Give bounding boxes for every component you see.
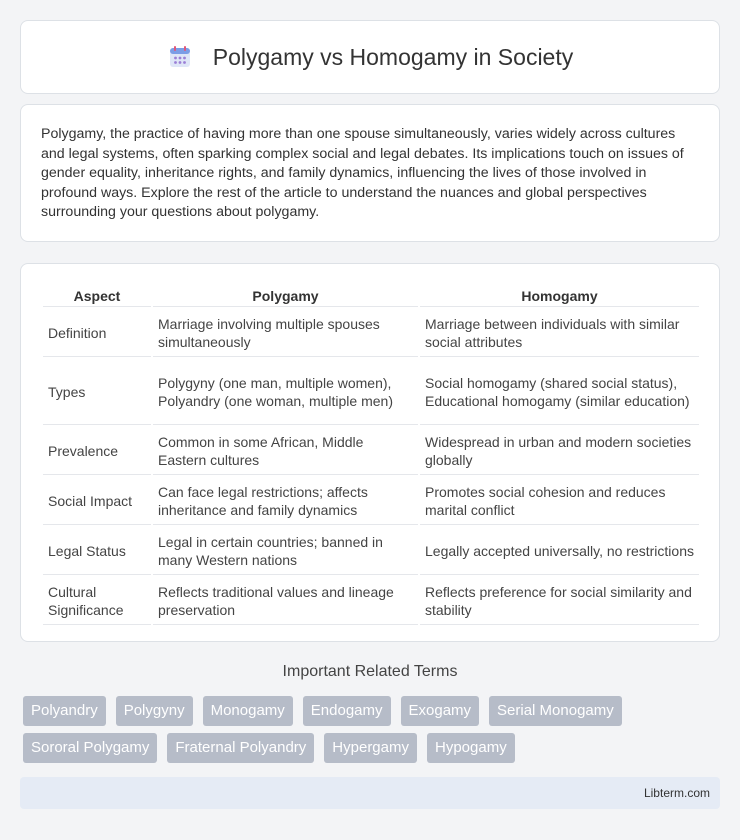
table-row [43, 427, 699, 475]
tag-hypergamy[interactable]: Hypergamy [324, 733, 417, 763]
tag-fraternal-polyandry[interactable]: Fraternal Polyandry [167, 733, 314, 763]
header-polygamy: Polygamy [153, 286, 418, 307]
page-title: Polygamy vs Homogamy in Society [212, 43, 574, 70]
cell-polygamy: Legal in certain countries; banned in many Western nations [153, 527, 418, 575]
table-row [43, 359, 699, 425]
related-terms-title: Important Related Terms [282, 663, 458, 680]
table-row [43, 309, 699, 357]
tag-polyandry[interactable]: Polyandry [23, 696, 106, 726]
cell-homogamy: Marriage between individuals with similar social attributes [420, 309, 699, 357]
footer-site-link[interactable]: Libterm.com [643, 786, 710, 800]
cell-polygamy: Marriage involving multiple spouses simultaneously [153, 309, 418, 357]
related-terms-list [20, 696, 720, 770]
cell-homogamy: Promotes social cohesion and reduces marital conflict [420, 477, 699, 525]
cell-aspect: Cultural Significance [43, 577, 151, 625]
footer [20, 777, 720, 809]
comparison-table-card [20, 263, 720, 642]
cell-aspect: Social Impact [43, 477, 151, 525]
table-row [43, 527, 699, 575]
calendar-icon [167, 44, 193, 70]
header-homogamy: Homogamy [420, 286, 699, 307]
cell-homogamy: Social homogamy (shared social status), Educational homogamy (similar education) [420, 359, 699, 425]
intro-card [20, 104, 720, 242]
tag-endogamy[interactable]: Endogamy [303, 696, 391, 726]
cell-aspect: Prevalence [43, 427, 151, 475]
cell-aspect: Types [43, 359, 151, 425]
tag-monogamy[interactable]: Monogamy [203, 696, 293, 726]
cell-homogamy: Widespread in urban and modern societies globally [420, 427, 699, 475]
tag-hypogamy[interactable]: Hypogamy [427, 733, 515, 763]
tag-serial-monogamy[interactable]: Serial Monogamy [489, 696, 622, 726]
cell-polygamy: Common in some African, Middle Eastern cultures [153, 427, 418, 475]
intro-text: Polygamy, the practice of having more than one spouse simultaneously, varies widely across cultures and legal systems, often sparking complex social and legal debates. Its implications touch on issues of gender equality, inheritance rights, and family dynamics, influencing the lives of those involved in profound ways. Explore the rest of the article to understand the nuances and global perspectives surrounding your questions about polygamy. [41, 126, 684, 220]
cell-aspect: Legal Status [43, 527, 151, 575]
header-card [20, 20, 720, 94]
tag-exogamy[interactable]: Exogamy [401, 696, 480, 726]
cell-polygamy: Polygyny (one man, multiple women), Polyandry (one woman, multiple men) [153, 359, 418, 425]
header-aspect: Aspect [43, 286, 151, 307]
table-header-row [43, 286, 699, 307]
cell-homogamy: Reflects preference for social similarity and stability [420, 577, 699, 625]
tag-polygyny[interactable]: Polygyny [116, 696, 193, 726]
cell-polygamy: Reflects traditional values and lineage preservation [153, 577, 418, 625]
tag-sororal-polygamy[interactable]: Sororal Polygamy [23, 733, 157, 763]
comparison-table [41, 284, 701, 627]
cell-polygamy: Can face legal restrictions; affects inheritance and family dynamics [153, 477, 418, 525]
table-row [43, 477, 699, 525]
table-row [43, 577, 699, 625]
cell-homogamy: Legally accepted universally, no restrictions [420, 527, 699, 575]
cell-aspect: Definition [43, 309, 151, 357]
